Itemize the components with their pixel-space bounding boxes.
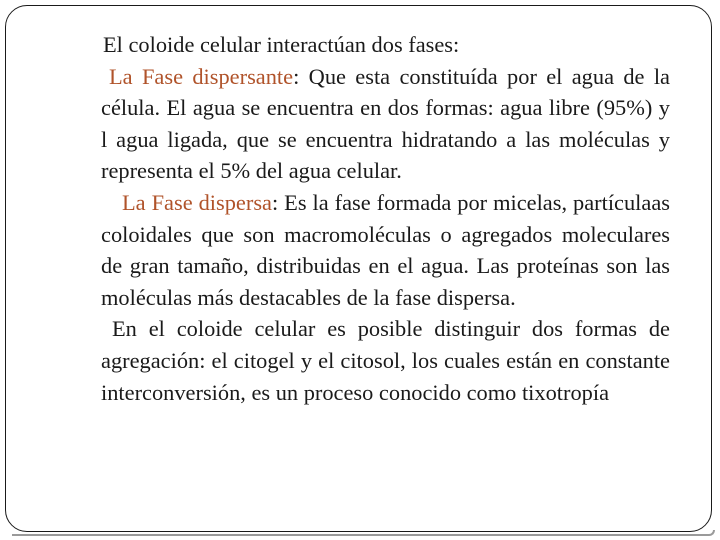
paragraph-agregacion [101, 313, 670, 408]
slide-content [101, 29, 670, 408]
intro-paragraph [101, 29, 670, 61]
paragraph-dispersante [101, 61, 670, 187]
term-fase-dispersa: La Fase dispersa [122, 189, 272, 215]
paragraph-dispersa [101, 187, 670, 313]
paragraph-agregacion-text: En el coloide celular es posible distinguir dos formas de agregación: el citogel y el citosol, los cuales están en constante interconversión, es un proceso conocido como tixotropía [101, 316, 670, 405]
term-fase-dispersante: La Fase dispersante [109, 63, 294, 89]
intro-text: El coloide celular interactúan dos fases: [103, 32, 460, 57]
paragraph-dispersante-text: : Que esta constituída por el agua de la célula. El agua se encuentra en dos formas: agua libre (95%) y l agua ligada, que se encuentra hidratando a las moléculas y representa el 5% del agua celular. [101, 63, 671, 184]
paragraph-dispersa-text: : Es la fase formada por micelas, partículaas coloidales que son macromoléculas o agregados moleculares de gran tamaño, distribuidas en el agua. Las proteínas son las moléculas más destacables de la fase dispersa. [101, 189, 670, 310]
